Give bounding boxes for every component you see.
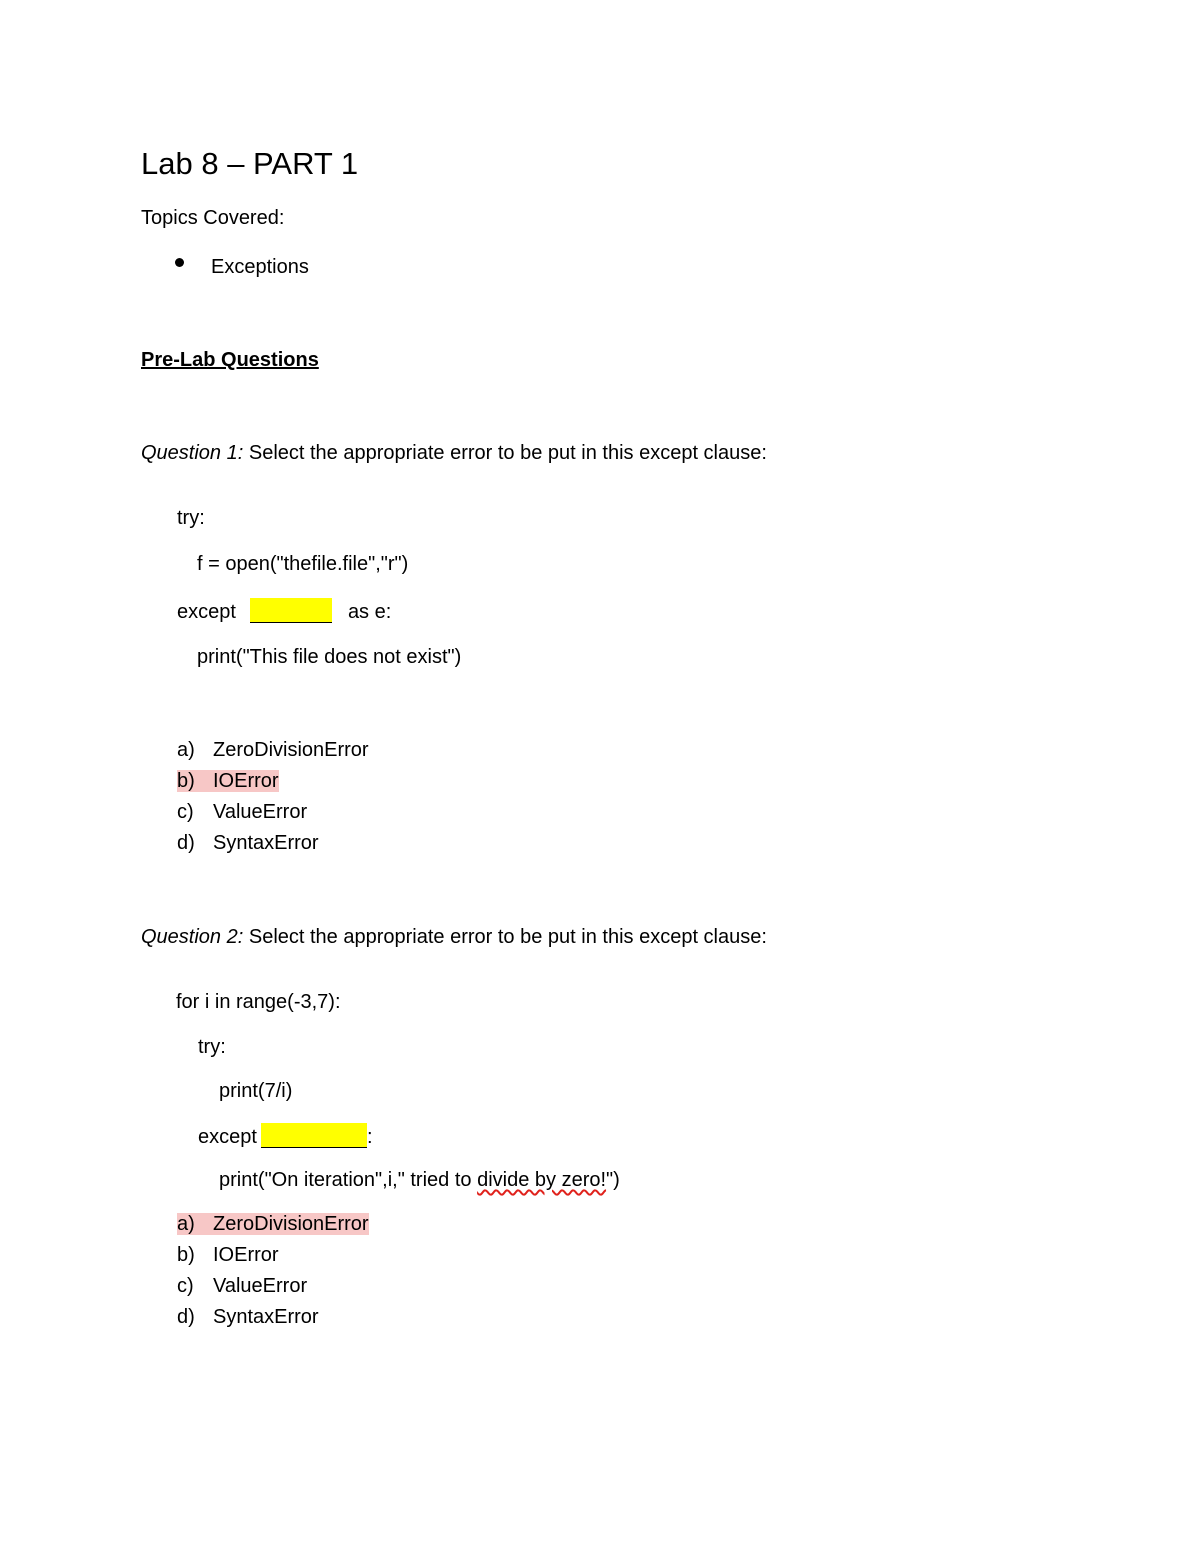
option-letter: c): [177, 1275, 194, 1297]
answer-blank[interactable]: [261, 1123, 367, 1148]
option-letter: d): [177, 832, 195, 854]
topic-item: Exceptions: [211, 256, 309, 278]
option-content: [177, 739, 369, 761]
code-line: for i in range(-3,7):: [176, 991, 341, 1013]
option-content: [177, 1275, 307, 1297]
option-a[interactable]: [177, 1211, 369, 1237]
option-content: [177, 1244, 279, 1266]
option-letter: d): [177, 1306, 195, 1328]
option-content: [177, 801, 307, 823]
code-text: "): [606, 1169, 620, 1191]
option-text: ValueError: [213, 1275, 308, 1297]
section-heading: Pre-Lab Questions: [141, 349, 319, 371]
option-letter: a): [177, 739, 195, 761]
code-line-print: [219, 1167, 620, 1193]
option-d[interactable]: [177, 830, 319, 856]
selected-answer-highlight: [177, 1213, 369, 1235]
question-2-prompt: [141, 924, 767, 950]
option-letter: b): [177, 770, 195, 792]
code-line: print(7/i): [219, 1080, 293, 1102]
option-text: IOError: [213, 1244, 279, 1266]
code-line: f = open("thefile.file","r"): [197, 553, 409, 575]
code-text: as e:: [347, 601, 392, 623]
option-letter: c): [177, 801, 194, 823]
topics-label: Topics Covered:: [141, 207, 285, 229]
code-text: print("On iteration",i," tried to: [219, 1169, 478, 1191]
code-keyword: except: [177, 601, 236, 623]
option-text: ZeroDivisionError: [213, 739, 369, 761]
code-keyword: except: [198, 1126, 257, 1148]
selected-answer-highlight: [177, 770, 279, 792]
code-line: try:: [198, 1036, 226, 1058]
bullet-icon: [175, 258, 184, 267]
option-text: ValueError: [213, 801, 308, 823]
option-letter: b): [177, 1244, 195, 1266]
option-text: IOError: [213, 770, 279, 792]
option-d[interactable]: [177, 1304, 319, 1330]
code-line: print("This file does not exist"): [197, 646, 462, 668]
option-c[interactable]: [177, 799, 307, 825]
question-2-text: Select the appropriate error to be put in this except clause:: [243, 926, 767, 948]
option-content: [177, 1306, 319, 1328]
page-title: Lab 8 – PART 1: [141, 146, 359, 181]
question-1-text: Select the appropriate error to be put in this except clause:: [243, 442, 767, 464]
code-line-except: [198, 1123, 373, 1150]
option-a[interactable]: [177, 737, 369, 763]
option-text: SyntaxError: [213, 832, 319, 854]
question-2-label: Question 2:: [141, 926, 244, 948]
code-line-except: [177, 598, 391, 625]
spellcheck-flagged-text: divide by zero!: [477, 1169, 607, 1191]
option-text: ZeroDivisionError: [213, 1213, 369, 1235]
option-text: SyntaxError: [213, 1306, 319, 1328]
question-1-prompt: [141, 440, 767, 466]
code-line: try:: [177, 507, 205, 529]
answer-blank[interactable]: [250, 598, 332, 623]
option-b[interactable]: [177, 1242, 279, 1268]
option-c[interactable]: [177, 1273, 307, 1299]
option-content: [177, 832, 319, 854]
question-1-label: Question 1:: [141, 442, 244, 464]
option-b[interactable]: [177, 768, 279, 794]
code-text: :: [366, 1126, 373, 1148]
option-letter: a): [177, 1213, 195, 1235]
